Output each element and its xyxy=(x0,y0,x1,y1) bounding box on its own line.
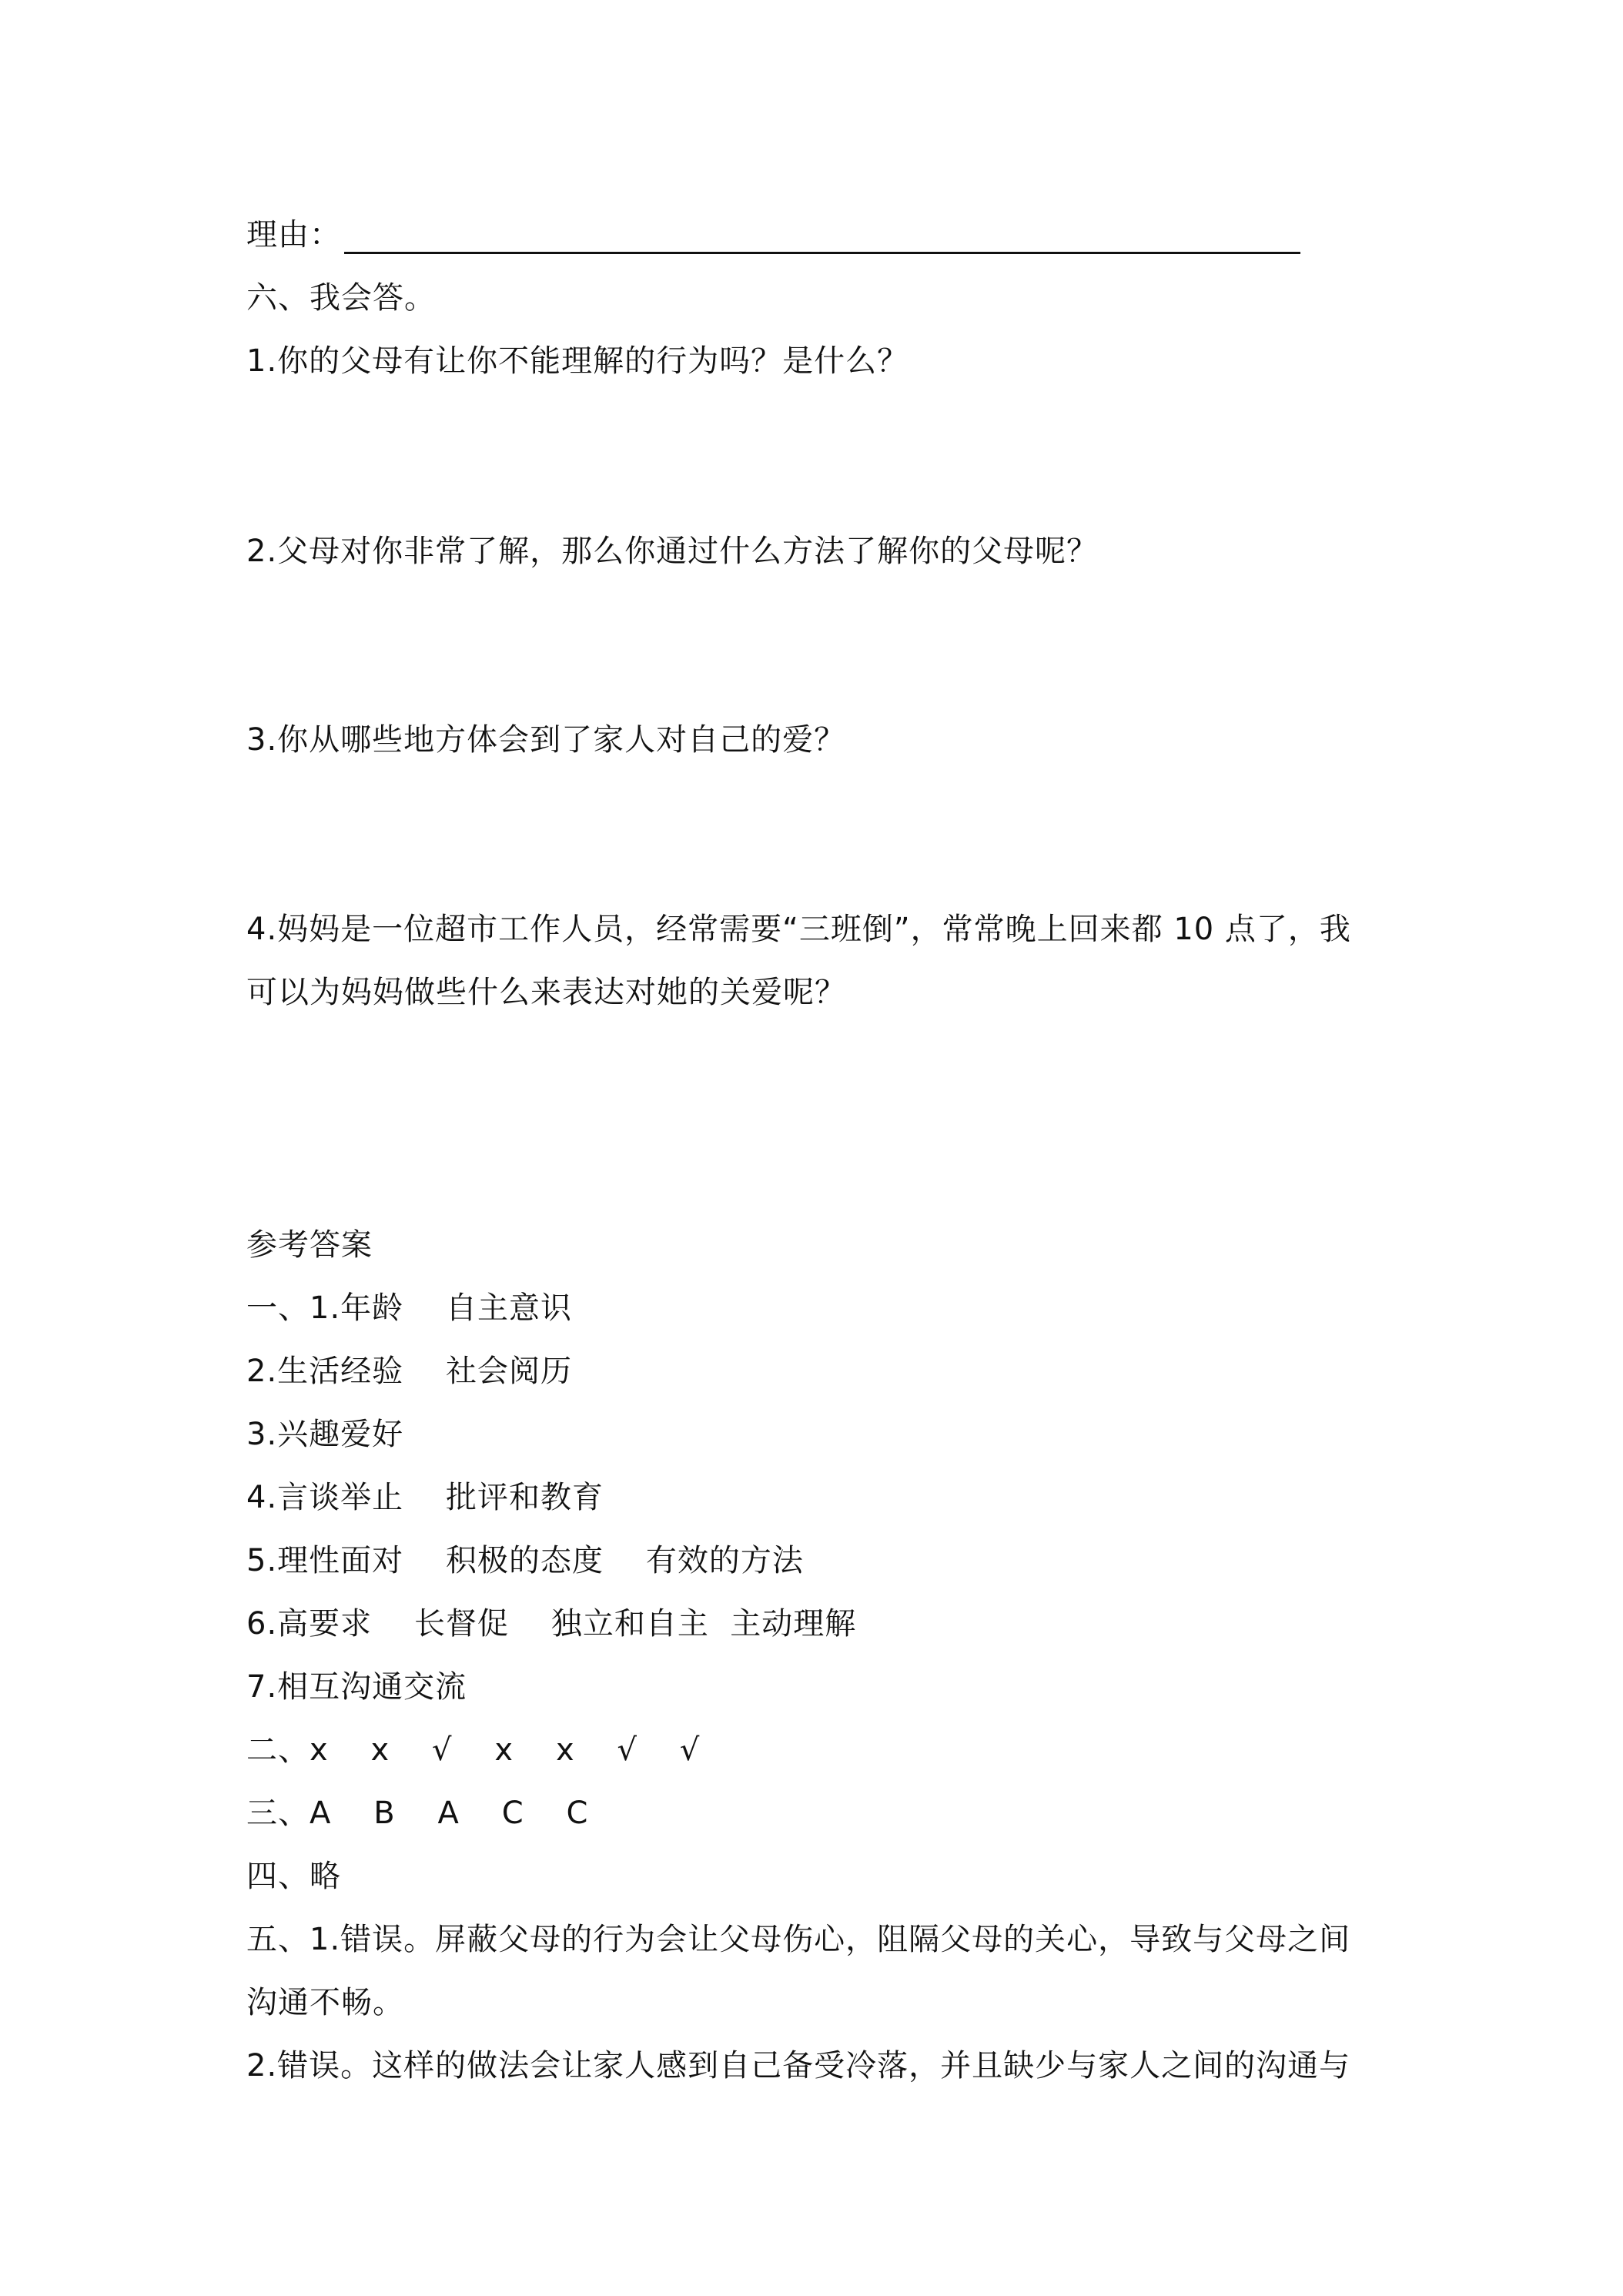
answer-3: 三、A B A C C xyxy=(246,1796,589,1831)
question-3: 3.你从哪些地方体会到了家人对自己的爱？ xyxy=(246,722,846,758)
answer-5-1-line-1: 五、1.错误。屏蔽父母的行为会让父母伤心，阻隔父母的关心，导致与父母之间 xyxy=(246,1922,1351,1957)
answer-1-6: 6.高要求 长督促 独立和自主 主动理解 xyxy=(246,1606,857,1642)
answer-blank-line xyxy=(344,252,1300,254)
section-6-heading: 六、我会答。 xyxy=(246,280,436,316)
question-1: 1.你的父母有让你不能理解的行为吗？是什么？ xyxy=(246,343,909,379)
answer-5-2-line-1: 2.错误。这样的做法会让家人感到自己备受冷落，并且缺少与家人之间的沟通与 xyxy=(246,2048,1351,2083)
answer-4: 四、略 xyxy=(246,1859,341,1894)
reason-label: 理由： xyxy=(246,217,341,253)
question-4-line-1: 4.妈妈是一位超市工作人员，经常需要“三班倒”，常常晚上回来都 10 点了，我 xyxy=(246,912,1351,947)
answer-1-4: 4.言谈举止 批评和教育 xyxy=(246,1480,604,1515)
answer-1-7: 7.相互沟通交流 xyxy=(246,1669,467,1705)
answer-5-1-line-2: 沟通不畅。 xyxy=(246,1985,404,2020)
answer-2: 二、x x √ x x √ √ xyxy=(246,1732,701,1768)
answer-1-5: 5.理性面对 积极的态度 有效的方法 xyxy=(246,1543,804,1578)
answer-1-2: 2.生活经验 社会阅历 xyxy=(246,1354,573,1389)
answer-1-1: 一、1.年龄 自主意识 xyxy=(246,1290,573,1326)
answers-heading: 参考答案 xyxy=(246,1227,373,1263)
question-2: 2.父母对你非常了解，那么你通过什么方法了解你的父母呢？ xyxy=(246,534,1099,569)
question-4-line-2: 可以为妈妈做些什么来表达对她的关爱呢？ xyxy=(246,975,846,1010)
answer-1-3: 3.兴趣爱好 xyxy=(246,1417,404,1452)
